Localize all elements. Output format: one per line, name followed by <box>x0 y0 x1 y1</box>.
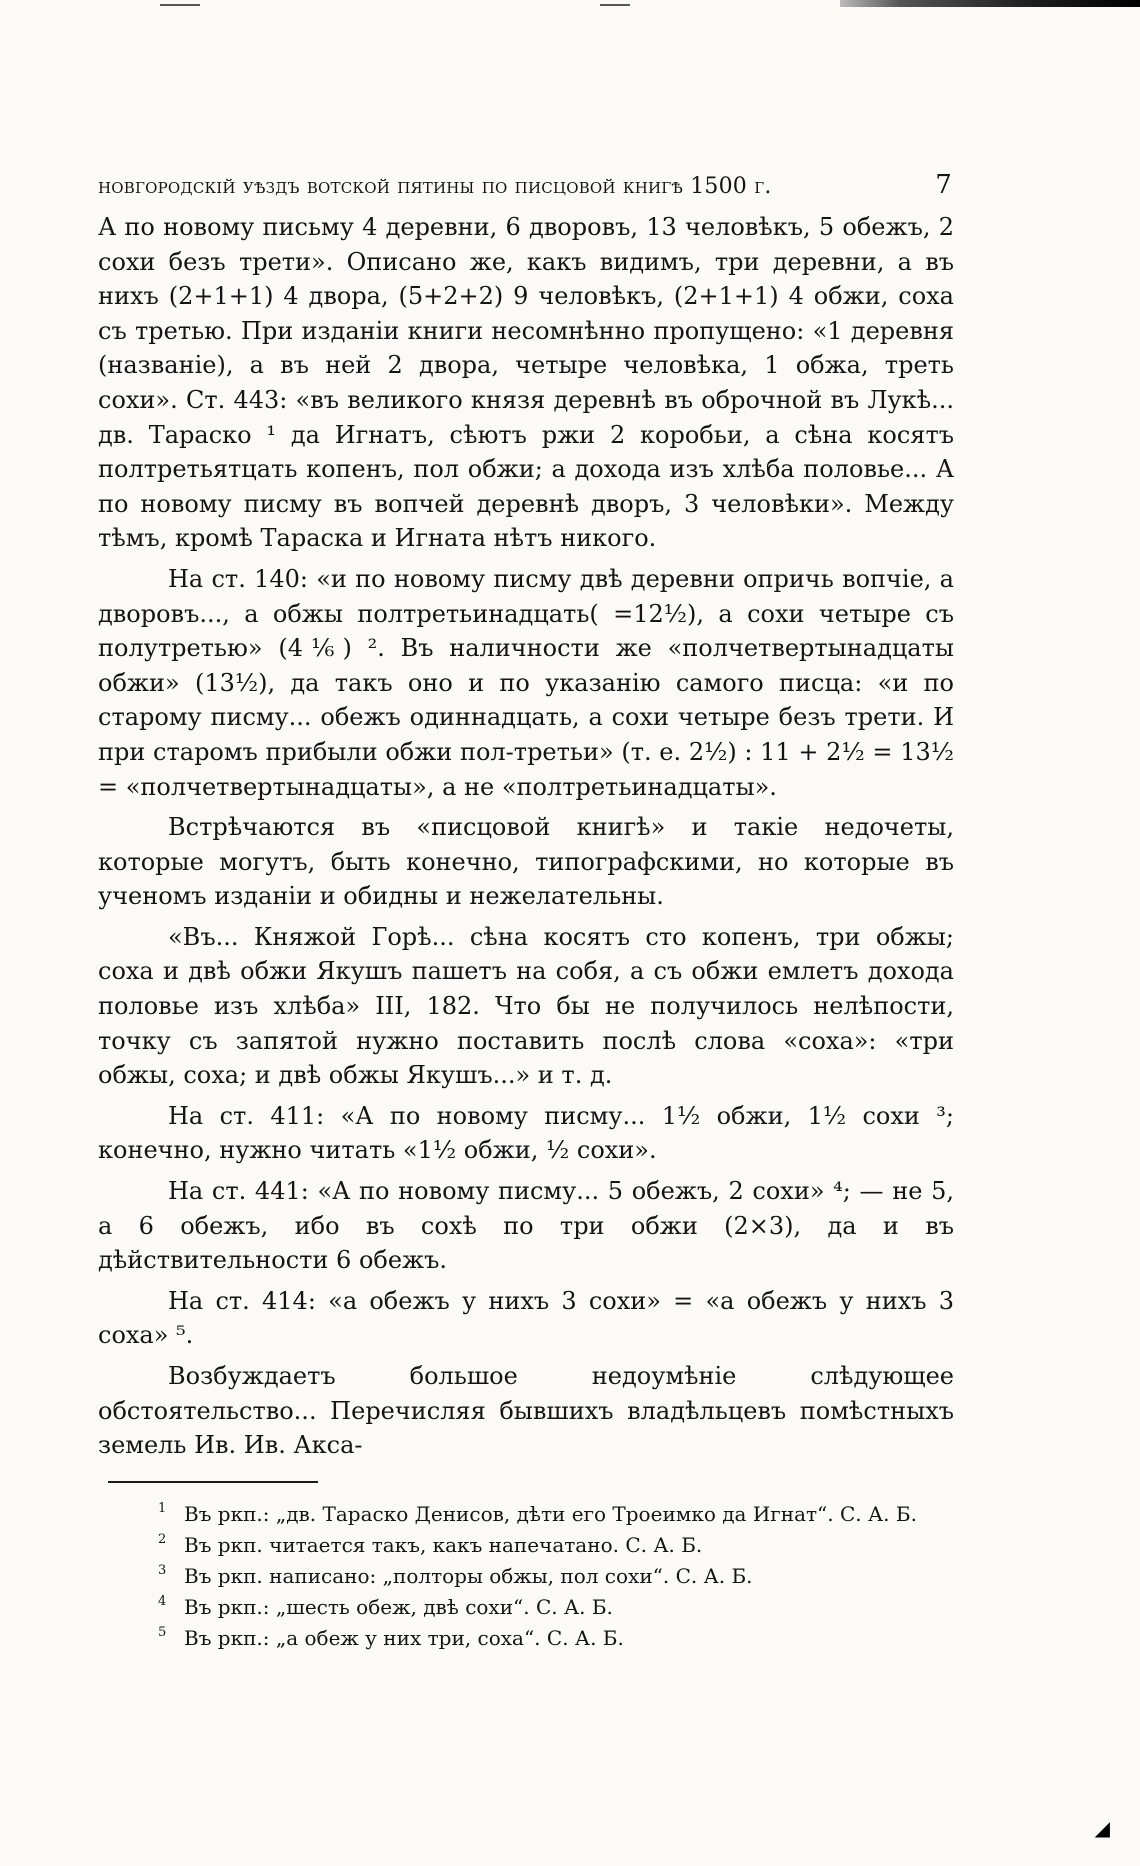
footnote-text: Въ ркп.: „а обеж у них три, соха“. С. А. Б. <box>184 1625 624 1650</box>
scan-edge-bar <box>840 0 1140 7</box>
scan-mark <box>160 4 200 6</box>
paragraph: Возбуждаетъ большое недоумѣніе слѣдующее обстоятельство... Перечисляя бывшихъ владѣльцевъ помѣстныхъ земель Ив. Ив. Акса- <box>98 1362 954 1460</box>
footnote <box>158 1530 954 1561</box>
paragraph: На ст. 441: «А по новому писму... 5 обежъ, 2 сохи» ⁴; — не 5, а 6 обежъ, ибо въ сохѣ по три обжи (2×3), да и въ дѣйствительности 6 обежъ. <box>98 1177 954 1275</box>
header-title: новгородскій уѣздъ вотской пятины по писцовой книгѣ 1500 г. <box>98 174 772 199</box>
footnote <box>158 1592 954 1623</box>
footnote-number: 5 <box>158 1624 167 1640</box>
page-number: 7 <box>935 170 952 200</box>
footnote <box>158 1499 954 1530</box>
body-text <box>98 210 954 1463</box>
footnote-text: Въ ркп. написано: „полторы обжы, пол сохи“. С. А. Б. <box>184 1563 753 1588</box>
scan-top-edge <box>0 0 1140 14</box>
paragraph: На ст. 414: «а обежъ у нихъ 3 сохи» = «а обежъ у нихъ 3 соха» ⁵. <box>98 1286 954 1350</box>
footnote-number: 2 <box>158 1531 167 1547</box>
footnote-text: Въ ркп. читается такъ, какъ напечатано. С. А. Б. <box>184 1532 703 1557</box>
footnote-text: Въ ркп.: „дв. Тараско Денисов, дѣти его Троеимко да Игнат“. С. А. Б. <box>184 1501 917 1526</box>
footnotes <box>158 1499 954 1654</box>
paragraph: На ст. 411: «А по новому писму... 1½ обжи, 1½ сохи ³; конечно, нужно читать «1½ обжи, ½ сохи». <box>98 1101 954 1165</box>
footnote <box>158 1561 954 1592</box>
footnote-text: Въ ркп.: „шесть обеж, двѣ сохи“. С. А. Б. <box>184 1594 613 1619</box>
paragraph: На ст. 140: «и по новому писму двѣ деревни опричь вопчіе, а дворовъ..., а обжы полтретьинадцать( =12½), а сохи четыре съ полутретью» (4⅙) ². Въ наличности же «полчетвертынадцаты обжи» (13½), да такъ оно и по указанію самого писца: «и по старому писму... обежъ одиннадцать, а сохи четыре безъ трети. И при старомъ прибыли обжи пол-третьи» (т. е. 2½) : 11 + 2½ = 13½ = «полчетвертынадцаты», а не «полтретьинадцаты». <box>98 564 954 801</box>
footnote <box>158 1623 954 1654</box>
scan-mark <box>600 4 630 6</box>
paragraph: Встрѣчаются въ «писцовой книгѣ» и такіе недочеты, которые могутъ, быть конечно, типографскими, но которые въ ученомъ изданіи и обидны и нежелательны. <box>98 813 954 911</box>
paragraph: А по новому письму 4 деревни, 6 дворовъ, 13 человѣкъ, 5 обежъ, 2 сохи безъ трети». Описано же, какъ видимъ, три деревни, а въ нихъ (2+1+1) 4 двора, (5+2+2) 9 человѣкъ, (2+1+1) 4 обжи, соха съ третью. При изданіи книги несомнѣнно пропущено: «1 деревня (названіе), а въ ней 2 двора, четыре человѣка, 1 обжа, треть сохи». Ст. 443: «въ великого князя деревнѣ въ оброчной въ Лукѣ... дв. Тараско ¹ да Игнатъ, сѣютъ ржи 2 коробьи, а сѣна косятъ полтретьятцать копенъ, пол обжи; а дохода изъ хлѣба половье... А по новому писму въ вопчей деревнѣ дворъ, 3 человѣки». Между тѣмъ, кромѣ Тараска и Игната нѣтъ никого. <box>98 213 954 553</box>
footnote-number: 1 <box>158 1500 167 1516</box>
paragraph: «Въ... Княжой Горѣ... сѣна косятъ сто копенъ, три обжы; соха и двѣ обжи Якушъ пашетъ на собя, а съ обжи емлетъ дохода половье изъ хлѣба» III, 182. Что бы не получилось нелѣпости, точку съ запятой нужно поставить послѣ слова «соха»: «три обжы, соха; и двѣ обжы Якушъ...» и т. д. <box>98 922 954 1090</box>
scan-corner-mark-icon: ◢ <box>1094 1816 1110 1840</box>
footnote-rule <box>108 1481 318 1483</box>
footnote-number: 4 <box>158 1593 167 1609</box>
running-header <box>98 170 954 200</box>
page <box>98 170 954 1654</box>
footnote-number: 3 <box>158 1562 167 1578</box>
